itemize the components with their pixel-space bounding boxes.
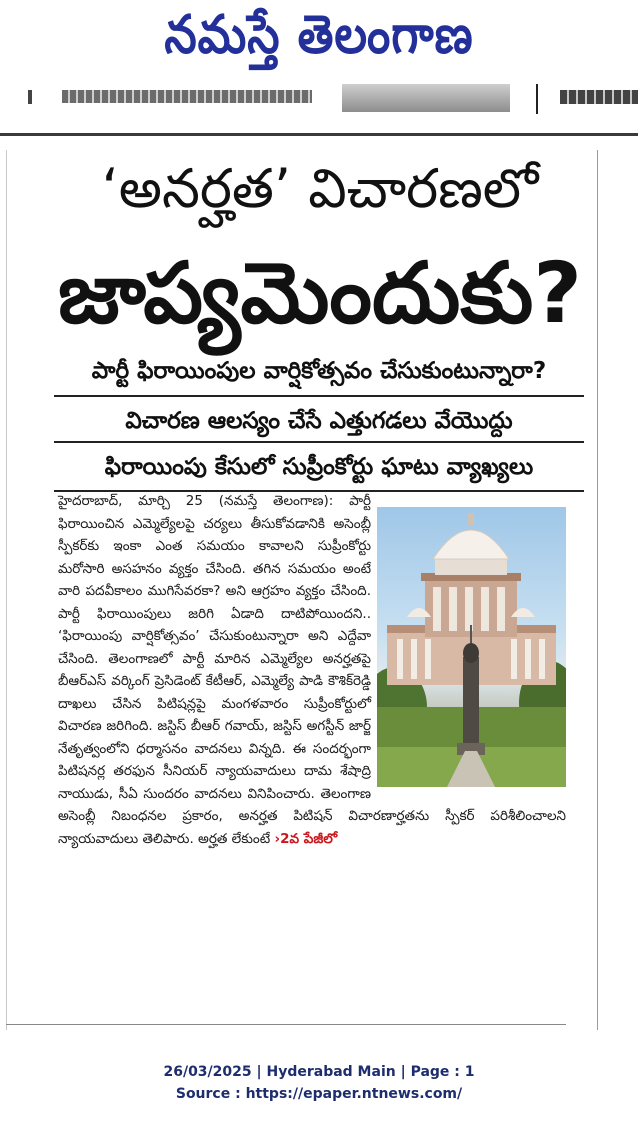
continued-on-page[interactable]: 2వ పేజీలో xyxy=(280,830,338,847)
subheading-2: విచారణ ఆలస్యం చేసే ఎత్తుగడలు వేయొద్దు xyxy=(125,408,513,434)
bottom-divider xyxy=(6,1024,566,1025)
subheading-divider xyxy=(54,441,584,443)
supreme-court-building-image xyxy=(377,507,566,787)
top-divider xyxy=(0,133,638,136)
source-link[interactable]: Source : https://epaper.ntnews.com/ xyxy=(175,1086,463,1102)
subheading-divider xyxy=(54,395,584,397)
continued-arrow-icon: › xyxy=(274,830,281,847)
edition-info: 26/03/2025 | Hyderabad Main | Page : 1 xyxy=(163,1064,475,1080)
masthead-title: నమస్తే తెలంగాణ xyxy=(164,3,474,66)
subheading-1: పార్టీ ఫిరాయింపుల వార్షికోత్సవం చేసుకుంటున్నారా? xyxy=(91,358,547,384)
subheading-3: ఫిరాయింపు కేసులో సుప్రీంకోర్టు ఘాటు వ్యాఖ్యలు xyxy=(104,454,534,480)
headline-line-1: ‘అనర్హత’ విచారణలో xyxy=(101,157,539,220)
article-text: హైదరాబాద్, మార్చి 25 (నమస్తే తెలంగాణ): పార్టీ ఫిరాయించిన ఎమ్మెల్యేలపై చర్యలు తీసుకోవడానికి అసెంబ్లీ స్పీకర్‌కు ఇంకా ఎంత సమయం కావాలని సుప్రీంకోర్టు మరోసారి అసహనం వ్యక్తం చేసింది. తగిన సమయం అంటే వారి పదవీకాలం ముగిసేవరకా? అని ఆగ్రహం వ్యక్తం చేసింది. పార్టీ ఫిరాయింపులు జరిగి ఏడాది దాటిపోయిందని.. ‘ఫిరాయింపు వార్షికోత్సవం’ చేసుకుంటున్నారా అని ఎద్దేవా చేసింది. తెలంగాణలో పార్టీ మారిన ఎమ్మెల్యేల అనర్హతపై బీఆర్‌ఎస్ వర్కింగ్ ప్రెసిడెంట్ కేటీఆర్, ఎమ్మెల్యే పాడి కౌశిక్‌రెడ్డి దాఖలు చేసిన పిటిషన్లపై మంగళవారం సుప్రీంకోర్టులో విచారణ జరిగింది. జస్టిస్ బీఆర్ గవాయ్, జస్టిస్ అగస్టీన్ జార్జ్ నేతృత్వంలోని ధర్మాసనం వాదనలు విన్నది. ఈ సందర్భంగా పిటిషనర్ల తరఫున సీనియర్ న్యాయవాదులు దామ శేషాద్రి నాయుడు, సీఏ సుందరం వాదనలు వినిపించారు. తెలంగాణ అసెంబ్లీ నిబంధనల ప్రకారం, అనర్హత పిటిషన్ విచారణార్హతను స్పీకర్ పరిశీలించాలని న్యాయవాదులు తెలిపారు. అర్హత లేకుంటే xyxy=(58,493,566,847)
headline-line-2: జాప్యమెందుకు? xyxy=(58,244,582,342)
previous-article-strip xyxy=(0,84,638,118)
left-column-rule xyxy=(6,150,7,1030)
supreme-court-photo xyxy=(377,507,566,787)
masthead xyxy=(0,0,638,82)
